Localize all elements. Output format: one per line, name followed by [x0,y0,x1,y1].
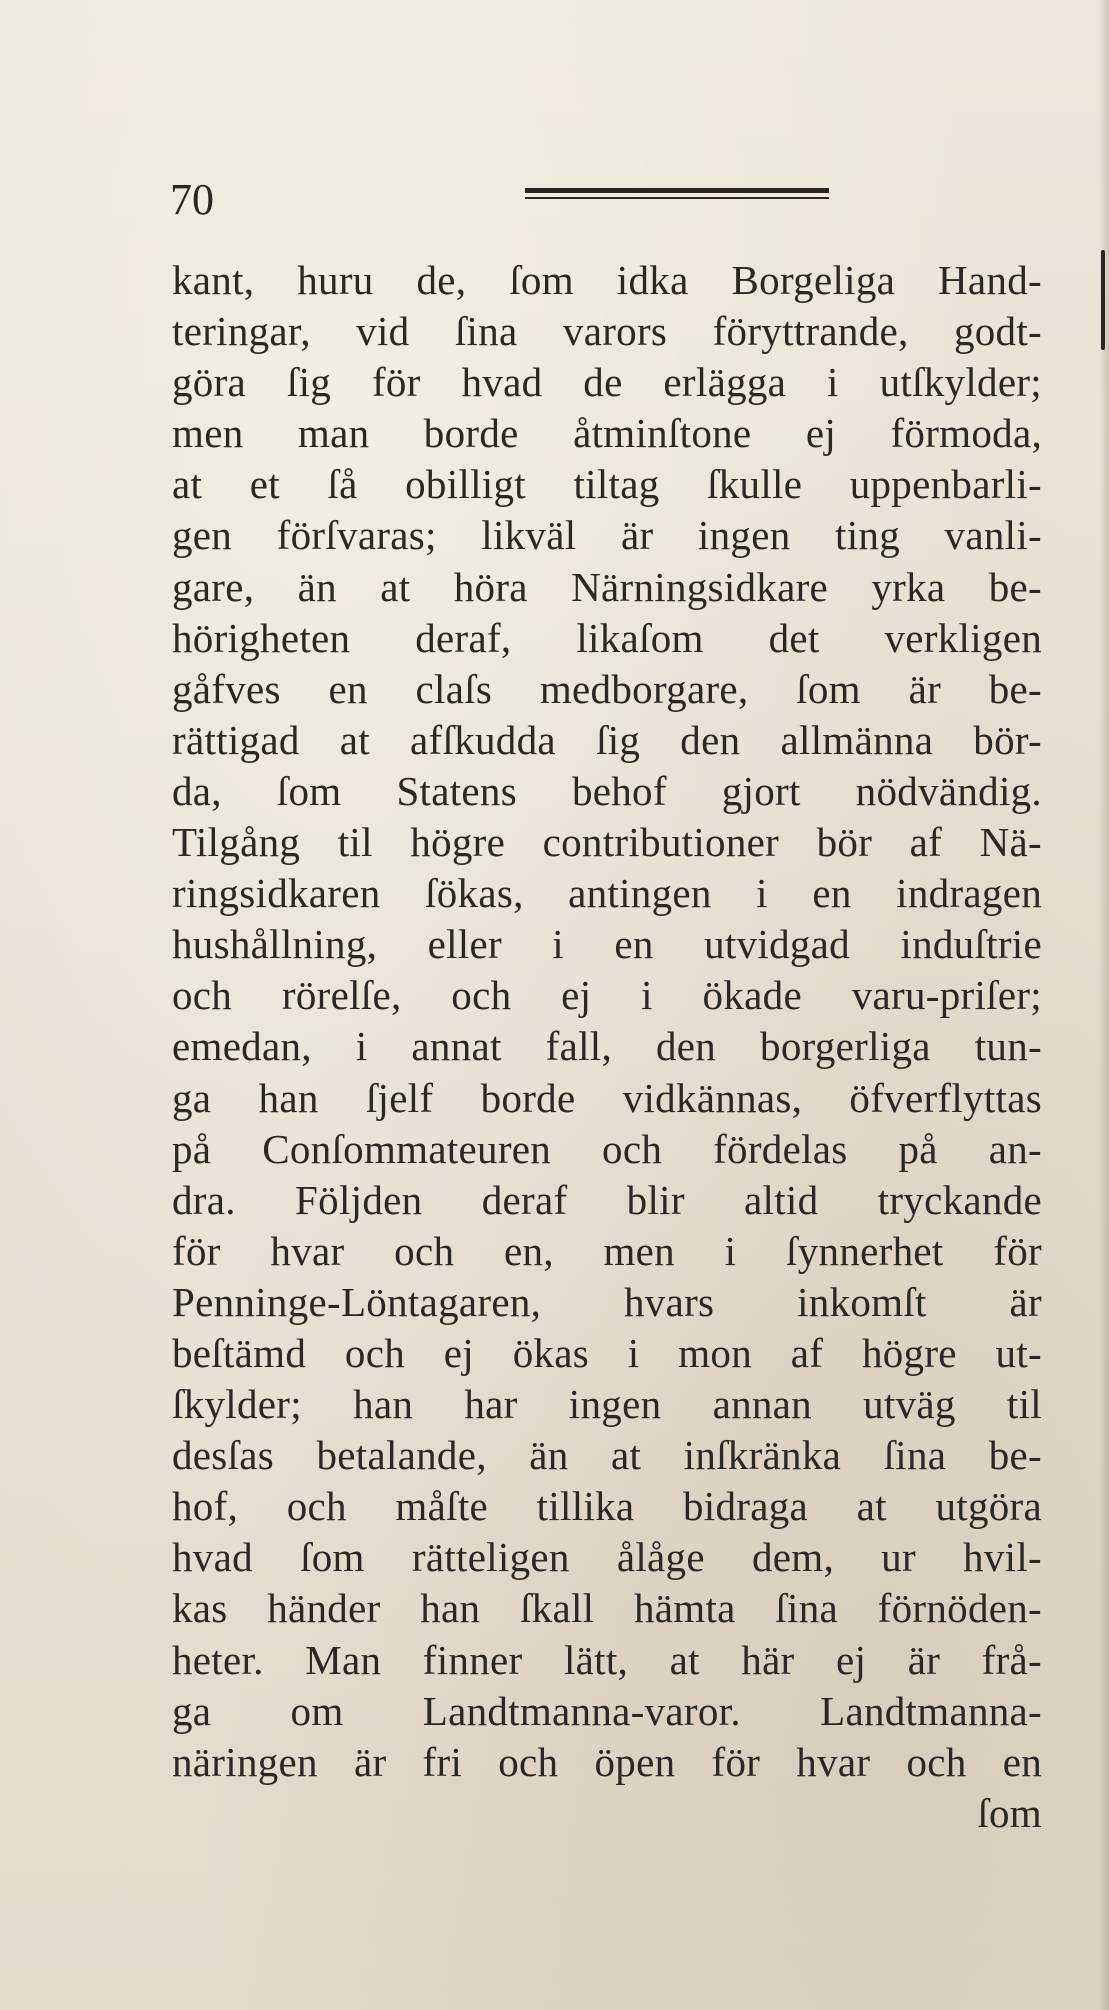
text-line: hörigheten deraf, likaſom det verkligen [172,614,1042,661]
text-line: heter. Man finner lätt, at här ej är frå- [172,1636,1042,1683]
text-line: hof, och måſte tillika bidraga at utgöra [172,1483,1042,1530]
text-line: da, ſom Statens behof gjort nödvändig. [172,767,1042,814]
page-header [170,170,670,230]
text-line: dra. Följden deraf blir altid tryckande [172,1176,1042,1223]
text-line: gåfves en claſs medborgare, ſom är be- [172,665,1042,712]
text-line: hvad ſom rätteligen ålåge dem, ur hvil- [172,1534,1042,1581]
text-line: kant, huru de, ſom idka Borgeliga Hand- [172,257,1042,303]
page-number: 70 [170,175,214,224]
text-line: för hvar och en, men i ſynnerhet för [172,1227,1042,1274]
text-line: Penninge-Löntagaren, hvars inkomſt är [172,1278,1042,1325]
text-line: ringsidkaren ſökas, antingen i en indragen [172,870,1042,917]
catchword: ſom [977,1789,1042,1836]
text-line: teringar, vid ſina varors föryttrande, godt- [172,308,1042,355]
text-line: rättigad at afſkudda ſig den allmänna bör- [172,716,1042,763]
text-line: at et ſå obilligt tiltag ſkulle uppenbarli- [172,461,1042,508]
text-line: emedan, i annat fall, den borgerliga tun- [172,1023,1042,1070]
text-line: men man borde åtminſtone ej förmoda, [172,410,1042,457]
text-line: göra ſig för hvad de erlägga i utſkylder; [172,359,1042,406]
text-line: och rörelſe, och ej i ökade varu-priſer; [172,972,1042,1019]
text-line: kas händer han ſkall hämta ſina förnöden- [172,1585,1042,1632]
page-edge-mark [1101,250,1105,350]
text-line: gen förſvaras; likväl är ingen ting vanli- [172,512,1042,559]
text-line: ſkylder; han har ingen annan utväg til [172,1381,1042,1428]
text-line: ga om Landtmanna-varor. Landtmanna- [172,1687,1042,1734]
body-text [172,255,1042,1839]
text-line: desſas betalande, än at inſkränka ſina be- [172,1432,1042,1479]
text-line: hushållning, eller i en utvidgad induſtrie [172,921,1042,968]
text-line: beſtämd och ej ökas i mon af högre ut- [172,1329,1042,1376]
text-line: gare, än at höra Närningsidkare yrka be- [172,563,1042,610]
text-line: ga han ſjelf borde vidkännas, öfverflyttas [172,1074,1042,1121]
text-line: näringen är fri och öpen för hvar och en [172,1738,1042,1785]
header-double-rule [525,188,829,199]
text-line: på Conſommateuren och fördelas på an- [172,1125,1042,1172]
text-line: Tilgång til högre contributioner bör af Nä- [172,819,1042,866]
